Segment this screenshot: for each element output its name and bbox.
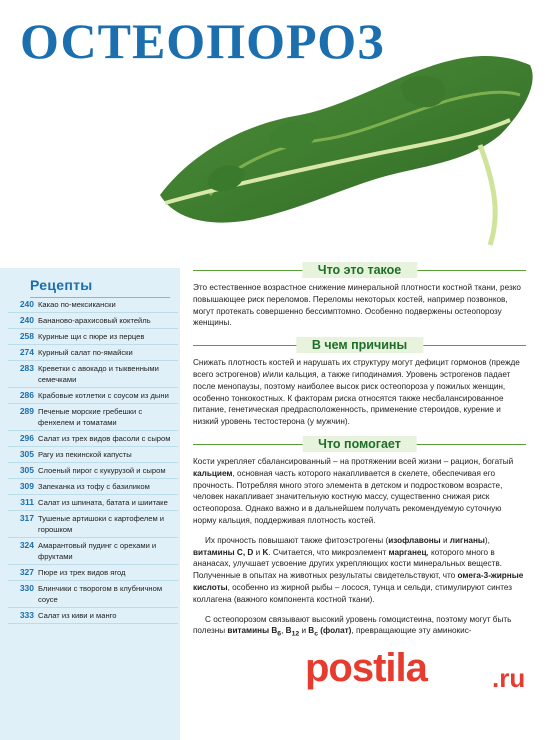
recipe-page: 289	[19, 406, 34, 416]
recipe-item[interactable]	[8, 431, 178, 447]
recipe-name: Салат из киви и манго	[38, 611, 117, 620]
section-helps-paragraph-1: Кости укрепляет сбалансированный – на протяжении всей жизни – рацион, богатый кальцием, основная часть которого накапливается в скелете, обеспечивая его прочность. Потребляя много этого элемента в детском и подростковом возрасте, человек накапливает значительную костную массу, существенно снижая риск остеопороза. Однако важно и в дальнейшем получать рекомендуемую суточную норму кальция, поддерживая плотность костей.	[193, 456, 514, 525]
recipes-heading: Рецепты	[30, 277, 93, 293]
recipe-item[interactable]	[8, 388, 178, 404]
recipe-name: Пюре из трех видов ягод	[38, 568, 126, 577]
section-heading-why	[193, 337, 526, 353]
recipe-item[interactable]	[8, 463, 178, 479]
recipe-item[interactable]	[8, 297, 178, 313]
recipe-page: 240	[19, 299, 34, 309]
section-helps-paragraph-3: С остеопорозом связывают высокий уровень гомоцистеина, поэтому могут быть полезны витамины $B_6$, $B_{12}$ и $B_c$ (фолат), превращающие эту аминокис-	[193, 614, 512, 638]
recipe-page: 311	[20, 497, 34, 507]
recipe-name: Какао по-мексикански	[38, 300, 116, 309]
section-title: Что помогает	[302, 436, 417, 452]
section-heading-helps	[193, 436, 526, 452]
recipe-name: Амарантовый пудинг с орехами и фруктами	[38, 541, 157, 561]
recipe-page: 286	[19, 390, 34, 400]
recipe-page: 274	[19, 347, 34, 357]
recipe-page: 324	[19, 540, 34, 550]
recipe-item[interactable]	[8, 581, 178, 608]
recipe-name: Тушеные артишоки с картофелем и горошком	[38, 514, 165, 534]
section-why-text: Снижать плотность костей и нарушать их структуру могут дефицит гормонов (прежде всего эстрогенов) и/или кальция, а также гиподинамия. Уровень эстрогенов падает после менопаузы, поэтому наиболее высок риск остеопороза у пожилых женщин, особенно тонкокостных. К факторам риска относятся также несбалансированное питание, генетическая предрасположенность, применение стероидов, курение и низкий уровень тестостерона (у мужчин).	[193, 358, 520, 427]
kale-leaf-image	[150, 45, 545, 250]
recipes-list	[8, 297, 178, 624]
recipe-page: 330	[19, 583, 34, 593]
recipe-item[interactable]	[8, 538, 178, 565]
recipe-page: 258	[19, 331, 34, 341]
watermark-logo: postila	[305, 646, 427, 690]
recipe-name: Печеные морские гребешки с фенхелем и томатами	[38, 407, 143, 427]
section-helps-paragraph-2: Их прочность повышают также фитоэстрогены (изофлавоны и лигнаны), витамины C, D и K. Считается, что микроэлемент марганец, которого много в ананасах, улучшает усвоение других укрепляющих кости минеральных веществ. Полученные в опытах на животных результаты свидетельствуют, что омега-3-жирные кислоты, особенно из жирной рыбы – лосося, тунца и сельди, стимулируют синтез коллагена (важного компонента костной ткани).	[193, 535, 524, 604]
recipe-page: 283	[19, 363, 34, 373]
recipe-item[interactable]	[8, 495, 178, 511]
recipe-name: Куриные щи с пюре из перцев	[38, 332, 145, 341]
recipe-name: Куриный салат по-ямайски	[38, 348, 133, 357]
recipe-item[interactable]	[8, 361, 178, 388]
page-title: ОСТЕОПОРОЗ	[20, 13, 385, 69]
recipe-item[interactable]	[8, 447, 178, 463]
section-title: В чем причины	[296, 337, 423, 353]
recipe-page: 305	[19, 449, 34, 459]
recipe-page: 305	[19, 465, 34, 475]
recipe-name: Блинчики с творогом в клубничном соусе	[38, 584, 163, 604]
recipe-name: Запеканка из тофу с базиликом	[38, 482, 150, 491]
recipes-sidebar	[0, 268, 180, 740]
recipe-name: Салат из трех видов фасоли с сыром	[38, 434, 171, 443]
section-heading-what	[193, 262, 526, 278]
recipe-name: Бананово-арахисовый коктейль	[38, 316, 151, 325]
recipe-page: 240	[19, 315, 34, 325]
recipe-page: 296	[19, 433, 34, 443]
watermark-domain: .ru	[492, 663, 526, 693]
recipe-name: Крабовые котлетки с соусом из дыни	[38, 391, 169, 400]
recipe-item[interactable]	[8, 479, 178, 495]
recipe-item[interactable]	[8, 511, 178, 538]
recipe-item[interactable]	[8, 404, 178, 431]
recipe-name: Креветки с авокадо и тыквенными семечками	[38, 364, 159, 384]
article-body	[193, 262, 526, 649]
recipe-item[interactable]	[8, 565, 178, 581]
section-title: Что это такое	[302, 262, 417, 278]
recipe-page: 309	[19, 481, 34, 491]
recipe-page: 317	[19, 513, 34, 523]
recipe-item[interactable]	[8, 345, 178, 361]
recipe-name: Рагу из пекинской капусты	[38, 450, 132, 459]
recipe-page: 333	[19, 610, 34, 620]
recipe-name: Слоеный пирог с кукурузой и сыром	[38, 466, 166, 475]
recipe-item[interactable]	[8, 313, 178, 329]
section-what-text: Это естественное возрастное снижение минеральной плотности костной ткани, резко повышающее риск переломов. Переломы некоторых костей, например позвонков, могут протекать совершенно бессимптомно. Особенно подвержены остеопорозу женщины.	[193, 283, 521, 328]
recipe-page: 327	[19, 567, 34, 577]
recipe-item[interactable]	[8, 608, 178, 624]
recipe-item[interactable]	[8, 329, 178, 345]
recipe-name: Салат из шпината, батата и шиитаке	[38, 498, 168, 507]
